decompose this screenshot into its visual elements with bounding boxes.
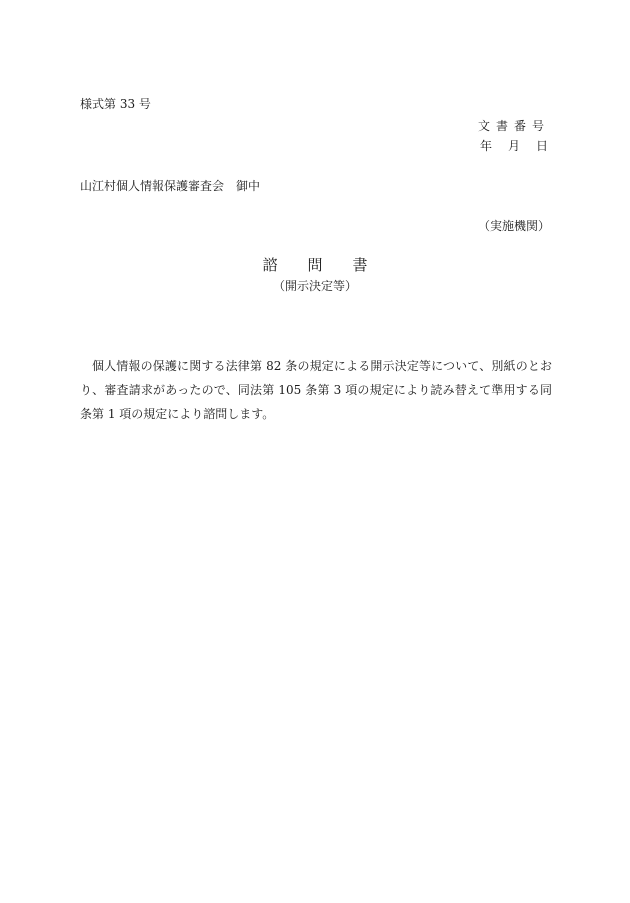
form-number: 様式第 33 号 [80,97,151,111]
document-title: 諮 問 書 [262,256,368,274]
addressee: 山江村個人情報保護審査会 御中 [80,179,261,193]
document-subtitle: （開示決定等） [272,279,357,293]
body-paragraph: 個人情報の保護に関する法律第 82 条の規定による開示決定等について、別紙のとおり、審査請求があったので、同法第 105 条第 3 項の規定により読み替えて準用する同条第 1 項の規定により諮問します。 [80,359,552,421]
document-date-label: 年 月 日 [479,139,550,153]
issuing-organization: （実施機関） [477,219,550,233]
document-number-label: 文書番号 [477,119,550,133]
